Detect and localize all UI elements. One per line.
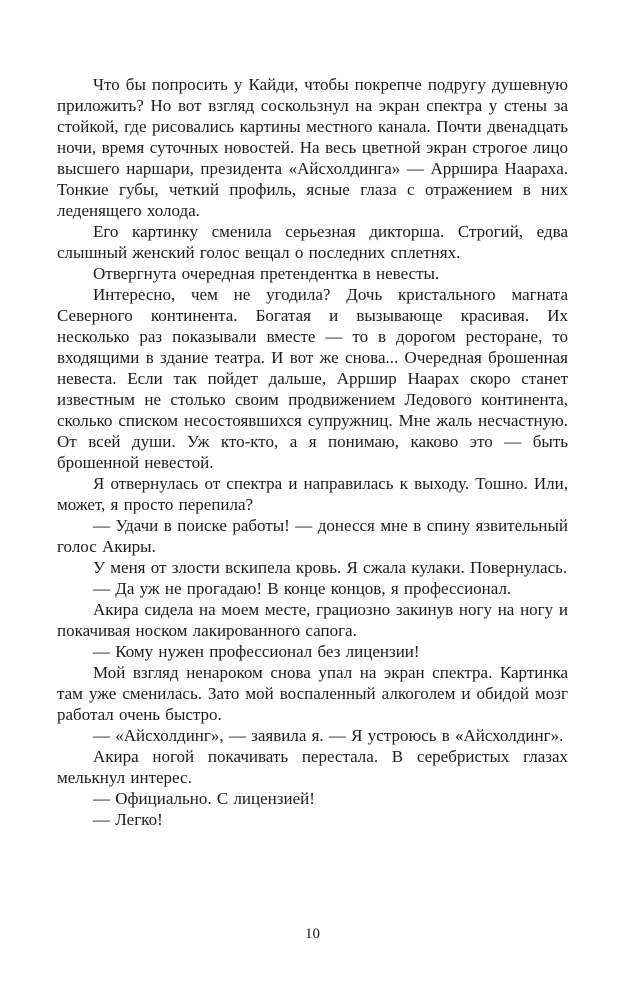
paragraph: — Удачи в поиске работы! — донесся мне в спину язвительный голос Акиры. <box>57 516 568 556</box>
paragraph: Мой взгляд ненароком снова упал на экран спектра. Картинка там уже сменилась. Зато мой воспаленный алкоголем и обидой мозг работал очень быстро. <box>57 663 568 724</box>
paragraph: Интересно, чем не угодила? Дочь кристального магната Северного континента. Богатая и вызывающе красивая. Их несколько раз показывали вместе — то в дорогом ресторане, то входящими в здание театра. И вот же снова... Очередная брошенная невеста. Если так пойдет дальше, Арршир Наарах скоро станет известным не столько своим продвижением Ледового континента, сколько списком несостоявшихся супружниц. Мне жаль несчастную. От всей души. Уж кто-кто, а я понимаю, каково это — быть брошенной невестой. <box>57 285 568 472</box>
paragraph: — «Айсхолдинг», — заявила я. — Я устроюсь в «Айсхолдинг». <box>93 726 564 745</box>
paragraph: Я отвернулась от спектра и направилась к выходу. Тошно. Или, может, я просто перепила? <box>57 474 568 514</box>
paragraph: Отвергнута очередная претендентка в невесты. <box>93 264 440 283</box>
paragraph: — Официально. С лицензией! <box>93 789 315 808</box>
paragraph: Что бы попросить у Кайди, чтобы покрепче подругу душевную приложить? Но вот взгляд соскользнул на экран спектра у стены за стойкой, где рисовались картины местного канала. Почти двенадцать ночи, время суточных новостей. На весь цветной экран строгое лицо высшего наршари, президента «Айсхолдинга» — Арршира Наараха. Тонкие губы, четкий профиль, ясные глаза с отражением в них леденящего холода. <box>57 75 568 220</box>
text-block <box>57 74 568 830</box>
paragraph: — Легко! <box>93 810 163 829</box>
paragraph: У меня от злости вскипела кровь. Я сжала кулаки. Повернулась. <box>93 558 568 577</box>
paragraph: Его картинку сменила серьезная дикторша. Строгий, едва слышный женский голос вещал о последних сплетнях. <box>57 222 568 262</box>
page-number: 10 <box>305 926 320 942</box>
paragraph: Акира ногой покачивать перестала. В серебристых глазах мелькнул интерес. <box>57 747 568 787</box>
paragraph: — Да уж не прогадаю! В конце концов, я профессионал. <box>93 579 512 598</box>
paragraph: — Кому нужен профессионал без лицензии! <box>93 642 420 661</box>
paragraph: Акира сидела на моем месте, грациозно закинув ногу на ногу и покачивая носком лакированного сапога. <box>57 600 568 640</box>
